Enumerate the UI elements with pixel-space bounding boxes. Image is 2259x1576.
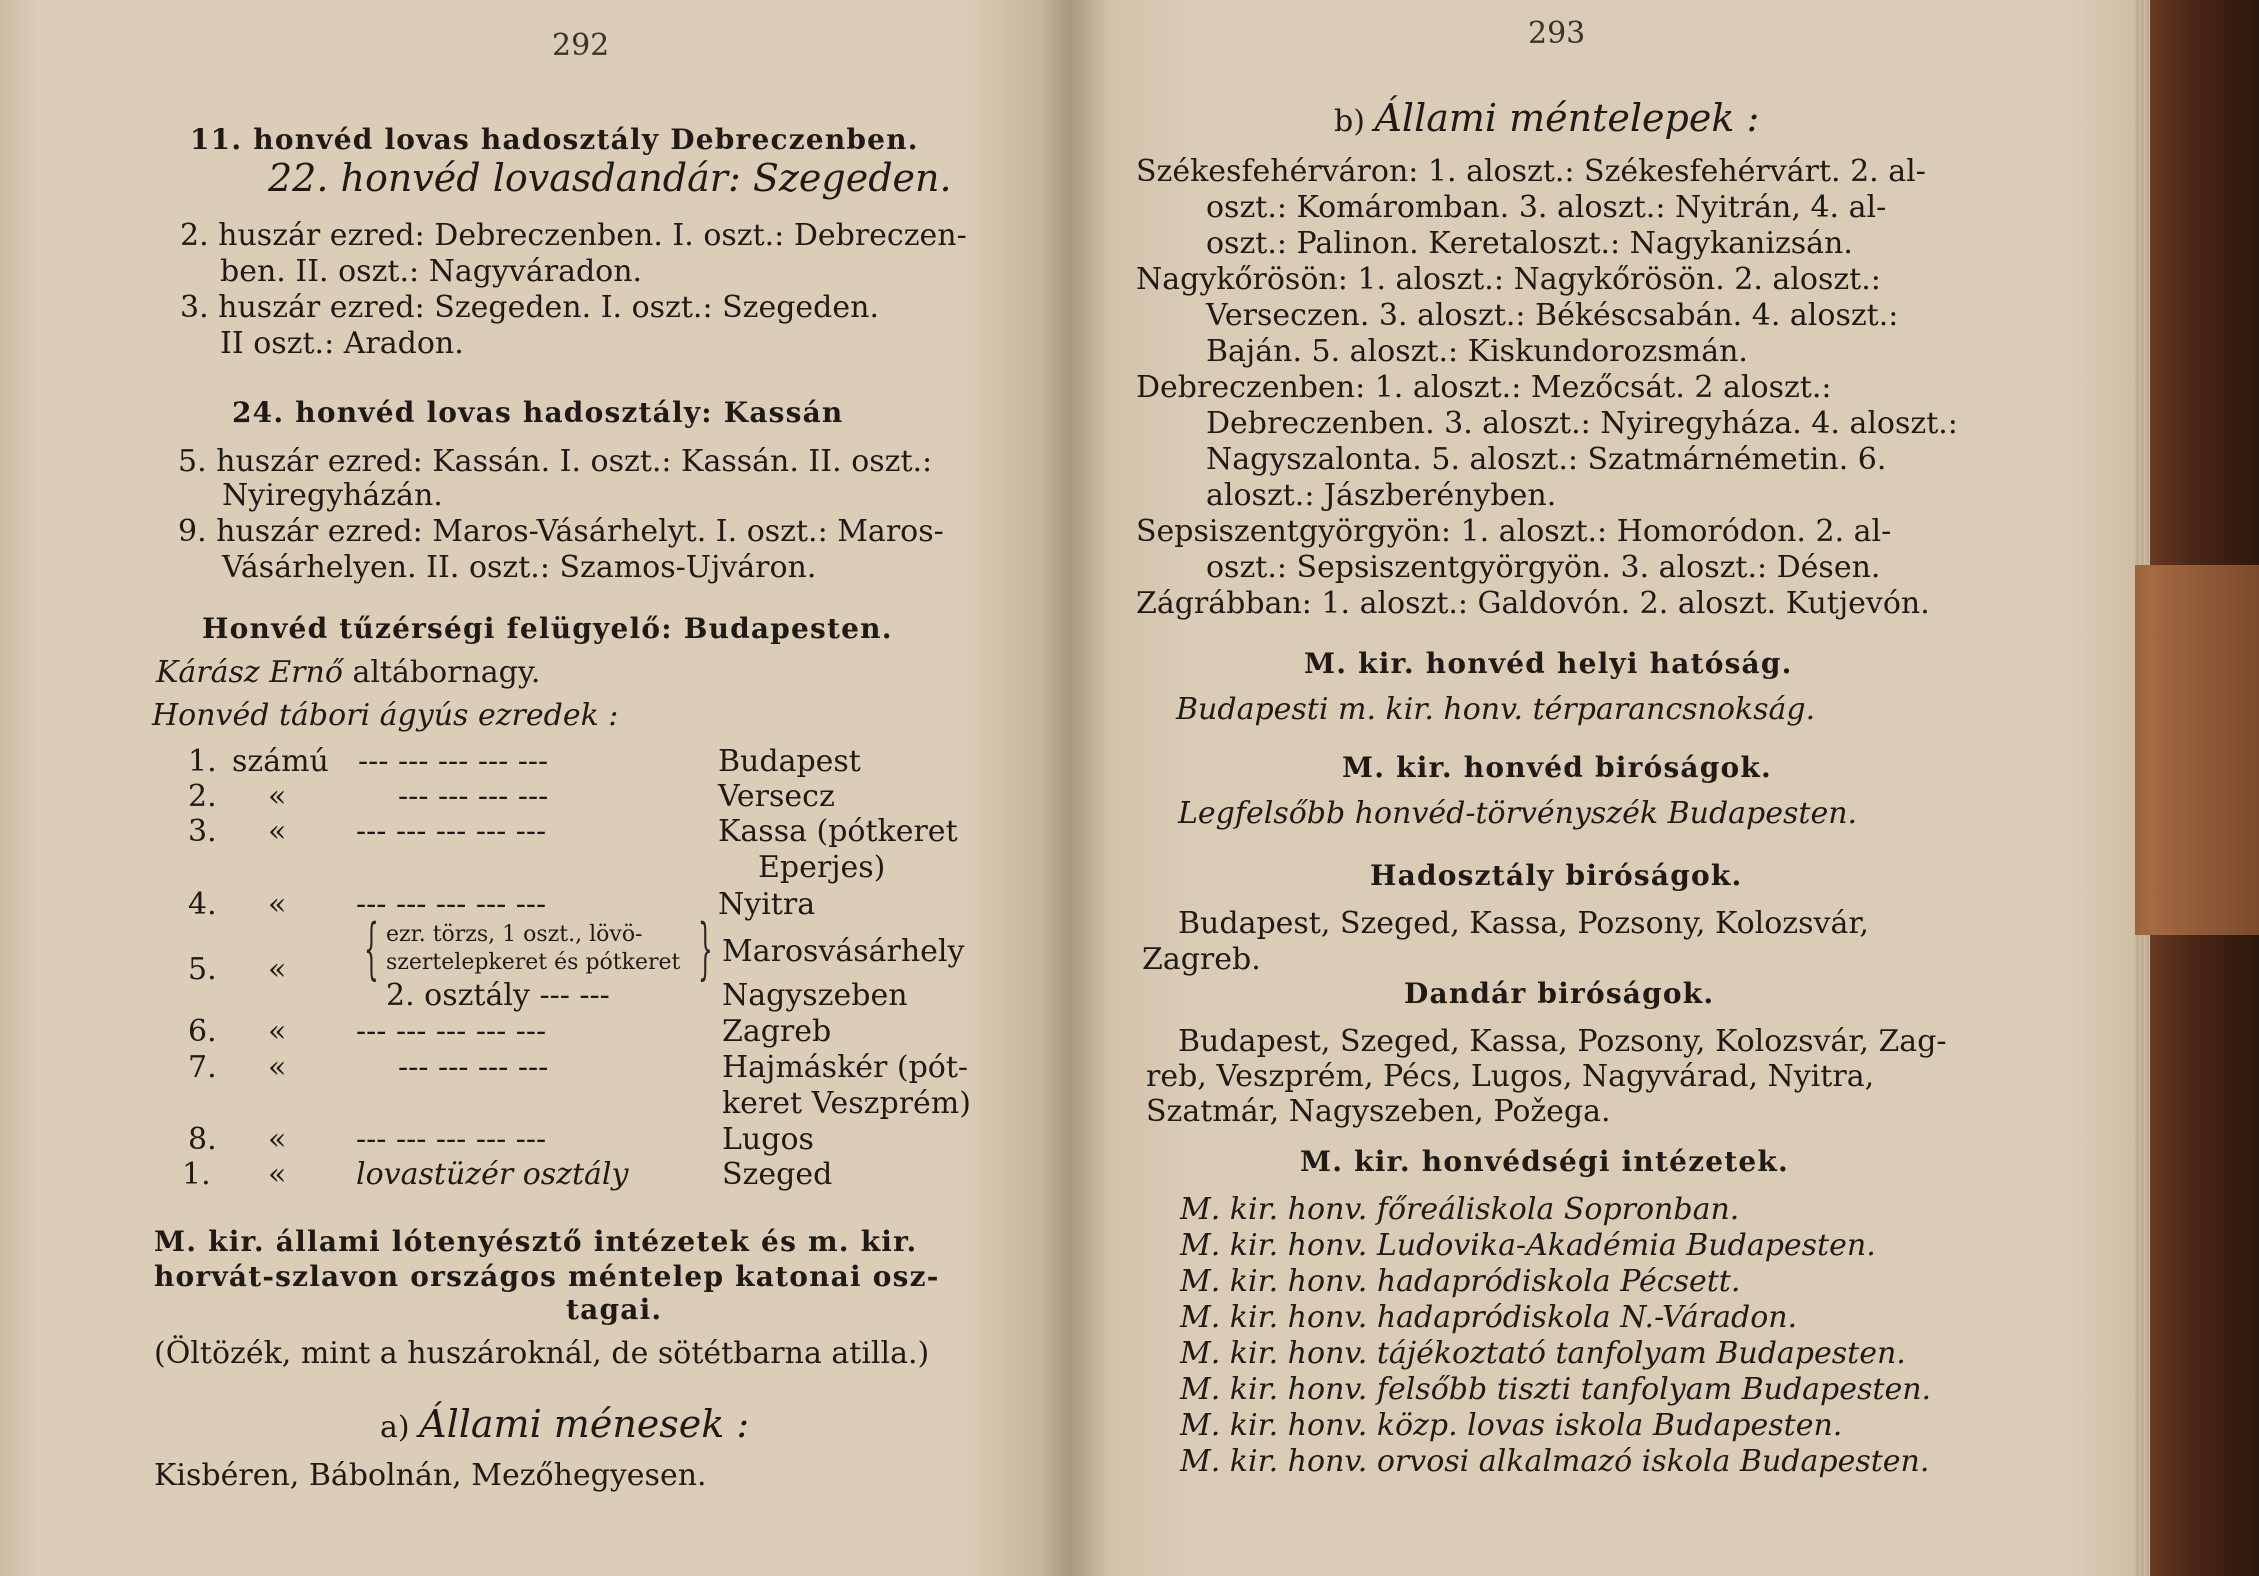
regiment-label: « <box>268 814 287 849</box>
regiment-dots: --- --- --- --- --- <box>356 887 547 922</box>
regiment-label: « <box>268 779 287 814</box>
text-line: Székesfehérváron: 1. aloszt.: Székesfehérvárt. 2. al- <box>1136 154 1926 189</box>
regiment-num: 6. <box>188 1014 217 1049</box>
heading: tagai. <box>566 1293 663 1326</box>
text-line: Debreczenben: 1. aloszt.: Mezőcsát. 2 aloszt.: <box>1136 370 1832 405</box>
heading: horvát-szlavon országos méntelep katonai osz- <box>154 1260 940 1293</box>
regiment-place: keret Veszprém) <box>722 1086 971 1121</box>
regiment-dots: --- --- --- --- <box>398 1050 549 1085</box>
regiment-num: 4. <box>188 887 217 922</box>
text-line: aloszt.: Jászberényben. <box>1206 478 1557 513</box>
text-line: Sepsiszentgyörgyön: 1. aloszt.: Homoródon. 2. al- <box>1136 514 1892 549</box>
text-line: Nyiregyházán. <box>222 478 443 513</box>
regiment-num: 2. <box>188 779 217 814</box>
regiment-place: Zagreb <box>722 1014 832 1049</box>
regiment-dots: --- --- --- --- --- <box>356 814 547 849</box>
commander-name: Kárász Ernő <box>156 655 343 690</box>
list-item: M. kir. honv. hadapródiskola N.-Váradon. <box>1180 1300 1798 1335</box>
regiment-label: « <box>268 952 287 987</box>
text-line: ben. II. oszt.: Nagyváradon. <box>220 254 643 289</box>
text-line: Nagyszalonta. 5. aloszt.: Szatmárnémetin. 6. <box>1206 442 1887 477</box>
text-line: Debreczenben. 3. aloszt.: Nyiregyháza. 4. aloszt.: <box>1206 406 1958 441</box>
heading: 24. honvéd lovas hadosztály: Kassán <box>232 396 844 429</box>
text-line: oszt.: Komáromban. 3. aloszt.: Nyitrán, 4. al- <box>1206 190 1887 225</box>
regiment-dots: --- --- --- --- --- <box>356 1014 547 1049</box>
subheading: 22. honvéd lovasdandár: Szegeden. <box>268 156 952 200</box>
heading: 11. honvéd lovas hadosztály Debreczenben. <box>190 123 919 156</box>
text-line: (Öltözék, mint a huszároknál, de sötétbarna atilla.) <box>154 1336 930 1371</box>
regiment-label: « <box>268 1157 287 1192</box>
heading: M. kir. honvéd helyi hatóság. <box>1304 647 1793 680</box>
regiment-place: Marosvásárhely <box>722 934 965 969</box>
regiments-title: Honvéd tábori ágyús ezredek : <box>152 698 619 733</box>
list-item: M. kir. honv. Ludovika-Akadémia Budapesten. <box>1180 1228 1876 1263</box>
list-item: M. kir. honv. felsőbb tiszti tanfolyam Budapesten. <box>1180 1372 1932 1407</box>
right-brace: } <box>698 910 713 987</box>
regiment-sub: ezr. törzs, 1 oszt., lövö- <box>386 922 643 947</box>
text-line: 5. huszár ezred: Kassán. I. oszt.: Kassán. II. oszt.: <box>178 444 933 479</box>
regiment-place: Budapest <box>718 744 861 779</box>
text-line: oszt.: Sepsiszentgyörgyön. 3. aloszt.: Désen. <box>1206 550 1881 585</box>
list-item: M. kir. honv. főreáliskola Sopronban. <box>1180 1192 1740 1227</box>
text-line: Nagykőrösön: 1. aloszt.: Nagykőrösön. 2. aloszt.: <box>1136 262 1881 297</box>
regiment-num: 8. <box>188 1122 217 1157</box>
text-line: reb, Veszprém, Pécs, Lugos, Nagyvárad, Nyitra, <box>1146 1059 1875 1094</box>
text-line: Legfelsőbb honvéd-törvényszék Budapesten. <box>1178 796 1858 831</box>
regiment-label: « <box>268 1050 287 1085</box>
regiment-num: 1. <box>182 1157 211 1192</box>
section-title: Állami ménesek : <box>419 1402 750 1446</box>
regiment-sub: szertelepkeret és pótkeret <box>386 950 681 975</box>
heading: M. kir. honvédségi intézetek. <box>1300 1145 1789 1178</box>
regiment-label: « <box>268 1122 287 1157</box>
text-line: 3. huszár ezred: Szegeden. I. oszt.: Szegeden. <box>180 290 879 325</box>
text-line: Zágrábban: 1. aloszt.: Galdovón. 2. aloszt. Kutjevón. <box>1136 586 1930 621</box>
regiment-place: Kassa (pótkeret <box>718 814 958 849</box>
heading: M. kir. állami lótenyésztő intézetek és m. kir. <box>154 1225 918 1258</box>
page-number: 292 <box>552 28 610 63</box>
regiment-place: Eperjes) <box>758 850 886 885</box>
regiment-label: « <box>268 1014 287 1049</box>
text-line: Vásárhelyen. II. oszt.: Szamos-Ujváron. <box>222 550 817 585</box>
list-item: M. kir. honv. hadapródiskola Pécsett. <box>1180 1264 1741 1299</box>
regiment-dots: lovastüzér osztály <box>356 1157 629 1192</box>
list-item: M. kir. honv. tájékoztató tanfolyam Budapesten. <box>1180 1336 1906 1371</box>
regiment-num: 5. <box>188 952 217 987</box>
list-item: M. kir. honv. közp. lovas iskola Budapesten. <box>1180 1408 1843 1443</box>
commander-rank: altábornagy. <box>352 655 541 690</box>
regiment-sub: 2. osztály --- --- <box>386 978 610 1013</box>
regiment-place: Lugos <box>722 1122 814 1157</box>
regiment-dots: --- --- --- --- --- <box>358 744 549 779</box>
page-number: 293 <box>1528 16 1586 51</box>
left-brace: { <box>364 910 379 987</box>
heading: M. kir. honvéd biróságok. <box>1342 751 1772 784</box>
regiment-place: Nyitra <box>718 887 816 922</box>
list-item: M. kir. honv. orvosi alkalmazó iskola Budapesten. <box>1180 1444 1930 1479</box>
regiment-label: számú <box>232 744 329 779</box>
text-line: Budapest, Szeged, Kassa, Pozsony, Kolozsvár, <box>1178 906 1869 941</box>
text-line: Verseczen. 3. aloszt.: Békéscsabán. 4. aloszt.: <box>1206 298 1899 333</box>
section-title: Állami méntelepek : <box>1374 96 1760 140</box>
text-line: 9. huszár ezred: Maros-Vásárhelyt. I. oszt.: Maros- <box>178 514 944 549</box>
regiment-place: Hajmáskér (pót- <box>722 1050 969 1085</box>
text-line: oszt.: Palinon. Keretaloszt.: Nagykanizsán. <box>1206 226 1853 261</box>
text-line: Budapesti m. kir. honv. térparancsnokság. <box>1176 692 1816 727</box>
text-line: II oszt.: Aradon. <box>220 326 464 361</box>
heading: Hadosztály biróságok. <box>1370 859 1743 892</box>
text-line: Budapest, Szeged, Kassa, Pozsony, Kolozsvár, Zag- <box>1178 1024 1947 1059</box>
regiment-label: « <box>268 887 287 922</box>
text-line: Szatmár, Nagyszeben, Požega. <box>1146 1094 1611 1129</box>
text-line: Zagreb. <box>1142 942 1261 977</box>
text-line: Baján. 5. aloszt.: Kiskundorozsmán. <box>1206 334 1748 369</box>
regiment-place: Versecz <box>718 779 835 814</box>
regiment-num: 3. <box>188 814 217 849</box>
regiment-num: 1. <box>188 744 217 779</box>
regiment-place: Szeged <box>722 1157 833 1192</box>
regiment-dots: --- --- --- --- --- <box>356 1122 547 1157</box>
heading: Honvéd tűzérségi felügyelő: Budapesten. <box>202 612 893 645</box>
left-page <box>0 0 1070 1576</box>
regiment-dots: --- --- --- --- <box>398 779 549 814</box>
text-line: 2. huszár ezred: Debreczenben. I. oszt.: Debreczen- <box>180 218 967 253</box>
section-prefix: a) <box>380 1410 410 1445</box>
heading: Dandár biróságok. <box>1404 977 1715 1010</box>
section-prefix: b) <box>1334 104 1365 139</box>
regiment-num: 7. <box>188 1050 217 1085</box>
right-page <box>1070 0 2135 1576</box>
text-line: Kisbéren, Bábolnán, Mezőhegyesen. <box>154 1458 707 1493</box>
regiment-place: Nagyszeben <box>722 978 908 1013</box>
